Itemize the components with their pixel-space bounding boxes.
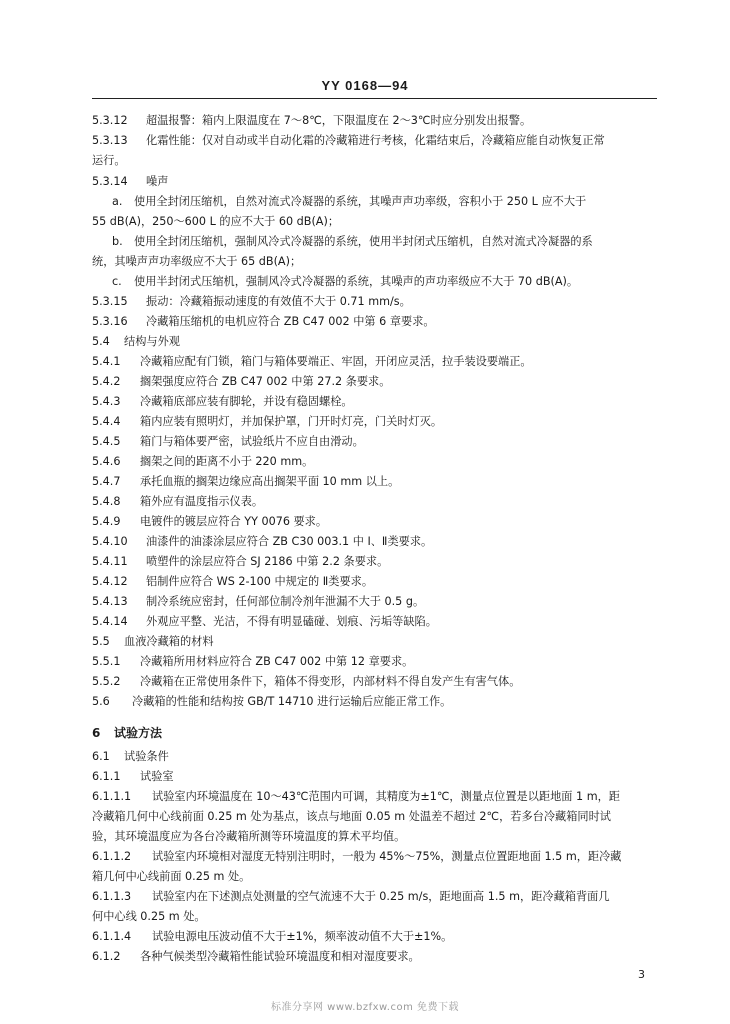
clause-6-1-1 — [92, 767, 657, 787]
clause-number: 6.1.1.2 — [92, 850, 132, 863]
clause-text: 试验室内在下述测点处测量的空气流速不大于 0.25 m/s，距地面高 1.5 m，距冷藏箱背面几 — [152, 890, 610, 903]
section-6-1 — [92, 747, 657, 767]
clause-number: 5.3.15 — [92, 295, 128, 308]
clause-continuation — [92, 252, 657, 272]
clause-text: 冷藏箱所用材料应符合 ZB C47 002 中第 12 章要求。 — [140, 655, 414, 668]
clause-text: 油漆件的油漆涂层应符合 ZB C30 003.1 中 Ⅰ、Ⅱ类要求。 — [146, 535, 433, 548]
clause-text: 试验室内环境相对湿度无特别注明时，一般为 45%～75%，测量点位置距地面 1.5 m，距冷藏 — [152, 850, 622, 863]
header-rule — [92, 98, 657, 99]
clause-text: 试验室内环境温度在 10～43℃范围内可调，其精度为±1℃，测量点位置是以距地面 1 m，距 — [152, 790, 620, 803]
clause-number: 6.1.1 — [92, 770, 121, 783]
clause-5-4-12 — [92, 572, 657, 592]
clause-5-6 — [92, 692, 657, 712]
clause-text: 箱几何中心线前面 0.25 m 处。 — [92, 870, 251, 883]
clause-text: 搁架强度应符合 ZB C47 002 中第 27.2 条要求。 — [140, 375, 391, 388]
clause-number: 6.1.1.3 — [92, 890, 132, 903]
clause-text: 外观应平整、光洁，不得有明显磕碰、划痕、污垢等缺陷。 — [146, 615, 437, 628]
clause-number: 5.4.5 — [92, 435, 121, 448]
clause-5-4-7 — [92, 472, 657, 492]
clause-number: 6.1.1.1 — [92, 790, 132, 803]
clause-text: 运行。 — [92, 154, 126, 167]
clause-number: 5.4.13 — [92, 595, 128, 608]
clause-5-4-9 — [92, 512, 657, 532]
clause-text: 冷藏箱底部应装有脚轮，并设有稳固螺栓。 — [140, 395, 353, 408]
footer-watermark: 标准分享网 www.bzfxw.com 免费下载 — [271, 1002, 459, 1013]
clause-5-3-13 — [92, 131, 657, 151]
clause-5-3-12 — [92, 111, 657, 131]
chapter-title: 试验方法 — [114, 726, 163, 740]
clause-text: 试验室 — [140, 770, 174, 783]
list-item-b — [92, 232, 677, 252]
clause-text: 化霜性能：仅对自动或半自动化霜的冷藏箱进行考核，化霜结束后，冷藏箱应能自动恢复正常 — [146, 134, 605, 147]
clause-text: 承托血瓶的搁架边缘应高出搁架平面 10 mm 以上。 — [140, 475, 400, 488]
clause-text: 统，其噪声声功率级应不大于 65 dB(A)； — [92, 255, 302, 268]
clause-5-5-1 — [92, 652, 657, 672]
clause-6-1-1-1 — [92, 787, 657, 807]
chapter-number: 6 — [92, 726, 101, 740]
clause-text: 箱内应装有照明灯，并加保护罩，门开时灯亮，门关时灯灭。 — [140, 415, 443, 428]
clause-text: 试验电源电压波动值不大于±1%，频率波动值不大于±1%。 — [152, 930, 453, 943]
clause-continuation — [92, 212, 657, 232]
page-number: 3 — [638, 968, 645, 981]
section-5-4 — [92, 332, 657, 352]
clause-5-4-14 — [92, 612, 657, 632]
clause-number: 5.3.16 — [92, 315, 128, 328]
clause-number: 6.1.2 — [92, 950, 121, 963]
clause-text: 制冷系统应密封，任何部位制冷剂年泄漏不大于 0.5 g。 — [146, 595, 425, 608]
clause-5-4-3 — [92, 392, 657, 412]
list-marker: a. — [112, 195, 123, 208]
clause-number: 5.4.7 — [92, 475, 121, 488]
list-text: 使用全封闭压缩机，自然对流式冷凝器的系统，其噪声声功率级，容积小于 250 L 应不大于 — [134, 195, 587, 208]
clause-text: 验，其环境温度应为各台冷藏箱所测等环境温度的算术平均值。 — [92, 830, 406, 843]
clause-5-4-11 — [92, 552, 657, 572]
clause-text: 55 dB(A)，250～600 L 的应不大于 60 dB(A)； — [92, 215, 340, 228]
clause-text: 各种气候类型冷藏箱性能试验环境温度和相对湿度要求。 — [140, 950, 420, 963]
section-number: 6.1 — [92, 750, 110, 763]
clause-text: 电镀件的镀层应符合 YY 0076 要求。 — [140, 515, 328, 528]
list-item-c — [92, 272, 677, 292]
clause-number: 5.3.13 — [92, 134, 128, 147]
clause-number: 5.5.2 — [92, 675, 121, 688]
clause-text: 超温报警：箱内上限温度在 7～8℃，下限温度在 2～3℃时应分别发出报警。 — [146, 114, 532, 127]
clause-text: 振动：冷藏箱振动速度的有效值不大于 0.71 mm/s。 — [146, 295, 411, 308]
clause-continuation — [92, 807, 657, 827]
clause-number: 5.4.12 — [92, 575, 128, 588]
clause-text: 冷藏箱在正常使用条件下，箱体不得变形，内部材料不得自发产生有害气体。 — [140, 675, 521, 688]
clause-5-4-2 — [92, 372, 657, 392]
clause-number: 5.4.14 — [92, 615, 128, 628]
clause-text: 噪声 — [146, 175, 169, 188]
clause-number: 5.4.6 — [92, 455, 121, 468]
section-number: 5.5 — [92, 635, 110, 648]
clause-6-1-1-2 — [92, 847, 657, 867]
clause-number: 5.6 — [92, 695, 110, 708]
clause-number: 5.4.1 — [92, 355, 121, 368]
clause-number: 5.5.1 — [92, 655, 121, 668]
clause-5-5-2 — [92, 672, 657, 692]
clause-6-1-2 — [92, 947, 657, 967]
clause-text: 喷塑件的涂层应符合 SJ 2186 中第 2.2 条要求。 — [146, 555, 389, 568]
clause-number: 5.4.3 — [92, 395, 121, 408]
clause-continuation — [92, 907, 657, 927]
clause-5-3-14 — [92, 172, 657, 192]
section-5-5 — [92, 632, 657, 652]
clause-5-4-8 — [92, 492, 657, 512]
clause-text: 何中心线 0.25 m 处。 — [92, 910, 206, 923]
clause-number: 5.3.14 — [92, 175, 128, 188]
chapter-6-heading — [92, 723, 657, 743]
clause-continuation — [92, 827, 657, 847]
clause-text: 冷藏箱几何中心线前面 0.25 m 处为基点，该点与地面 0.05 m 处温差不超过 2℃，若多台冷藏箱同时试 — [92, 810, 611, 823]
clause-number: 5.4.10 — [92, 535, 128, 548]
clause-6-1-1-4 — [92, 927, 657, 947]
clause-number: 5.4.4 — [92, 415, 121, 428]
clause-number: 6.1.1.4 — [92, 930, 132, 943]
clause-5-4-6 — [92, 452, 657, 472]
clause-5-4-13 — [92, 592, 657, 612]
clause-text: 搁架之间的距离不小于 220 mm。 — [140, 455, 314, 468]
clause-text: 铝制件应符合 WS 2-100 中规定的 Ⅱ类要求。 — [146, 575, 374, 588]
clause-text: 冷藏箱压缩机的电机应符合 ZB C47 002 中第 6 章要求。 — [146, 315, 435, 328]
clause-text: 箱外应有温度指示仪表。 — [140, 495, 264, 508]
clause-5-4-1 — [92, 352, 657, 372]
clause-5-4-4 — [92, 412, 657, 432]
clause-5-4-10 — [92, 532, 657, 552]
clause-continuation — [92, 151, 657, 171]
clause-number: 5.4.2 — [92, 375, 121, 388]
clause-text: 冷藏箱的性能和结构按 GB/T 14710 进行运输后应能正常工作。 — [132, 695, 452, 708]
clause-text: 冷藏箱应配有门锁，箱门与箱体要端正、牢固，开闭应灵活，拉手装设要端正。 — [140, 355, 532, 368]
clause-text: 箱门与箱体要严密，试验纸片不应自由滑动。 — [140, 435, 364, 448]
clause-number: 5.3.12 — [92, 114, 128, 127]
page-header-doc-id: YY 0168—94 — [321, 78, 409, 93]
list-marker: b. — [112, 235, 123, 248]
clause-number: 5.4.11 — [92, 555, 128, 568]
clause-5-4-5 — [92, 432, 657, 452]
list-text: 使用全封闭压缩机，强制风冷式冷凝器的系统，使用半封闭式压缩机，自然对流式冷凝器的系 — [134, 235, 593, 248]
section-title: 血液冷藏箱的材料 — [124, 635, 214, 648]
clause-6-1-1-3 — [92, 887, 657, 907]
clause-5-3-15 — [92, 292, 657, 312]
list-item-a — [92, 192, 677, 212]
section-title: 试验条件 — [124, 750, 169, 763]
clause-continuation — [92, 867, 657, 887]
section-number: 5.4 — [92, 335, 110, 348]
clause-5-3-16 — [92, 312, 657, 332]
clause-number: 5.4.9 — [92, 515, 121, 528]
list-marker: c. — [112, 275, 122, 288]
clause-number: 5.4.8 — [92, 495, 121, 508]
list-text: 使用半封闭式压缩机，强制风冷式冷凝器的系统，其噪声的声功率级应不大于 70 dB(A)。 — [134, 275, 579, 288]
section-title: 结构与外观 — [124, 335, 180, 348]
